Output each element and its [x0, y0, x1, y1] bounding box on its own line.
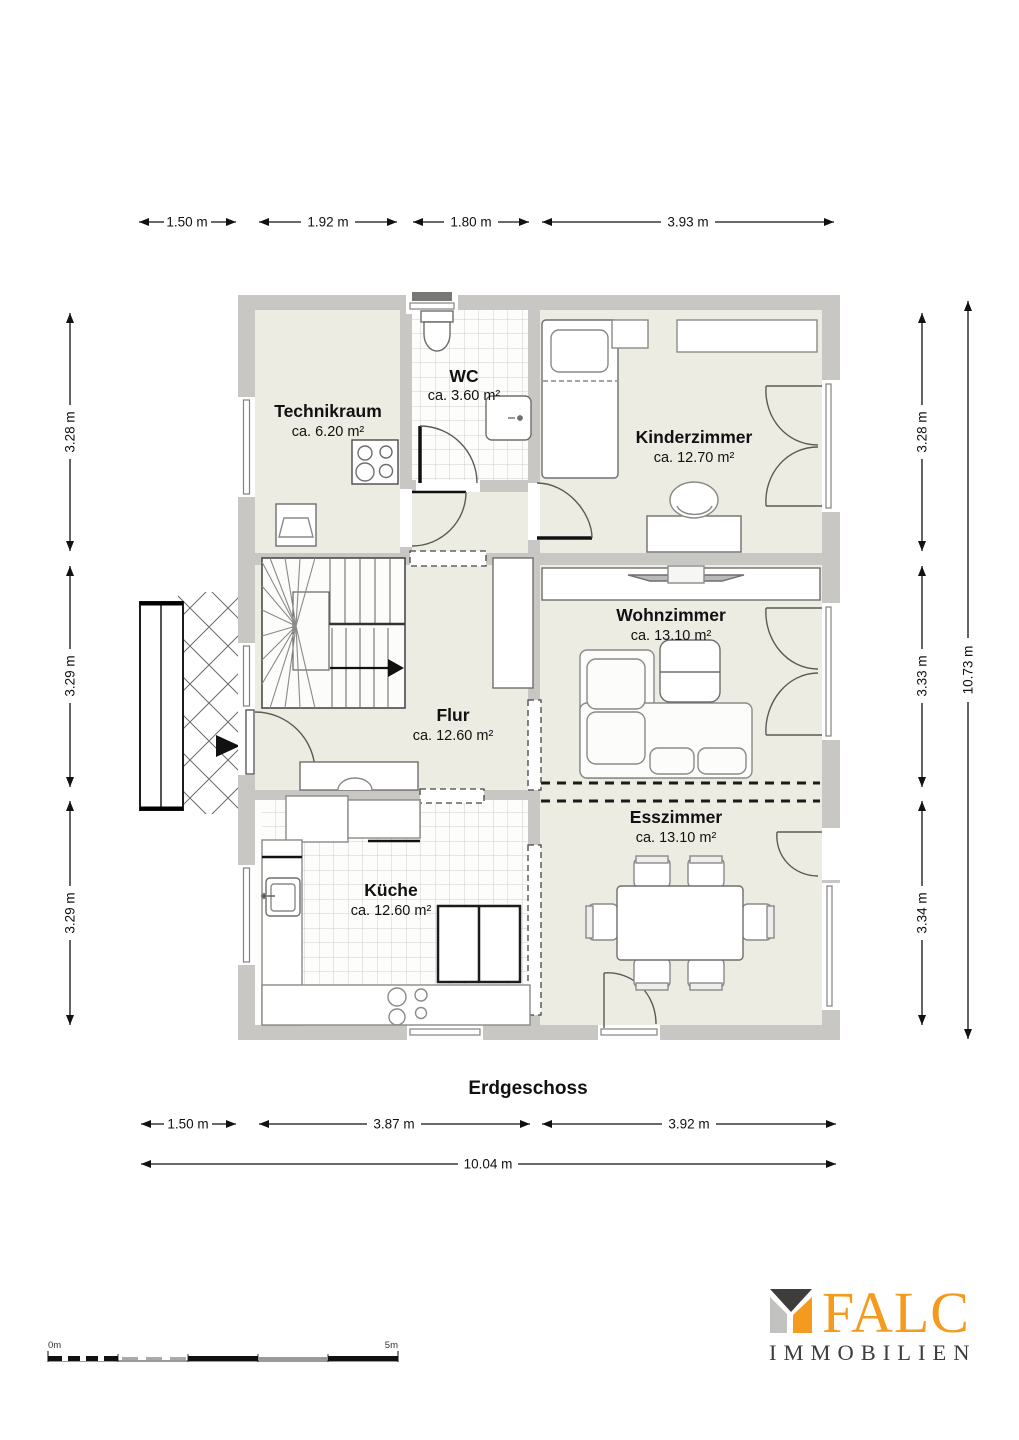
coffee-table [660, 640, 720, 702]
kinderzimmer-frenchdoor-frame [826, 384, 831, 508]
logo-subtitle: IMMOBILIEN [769, 1340, 977, 1365]
terrace-door-frame [601, 1029, 657, 1035]
passage-flur-esszimmer [528, 700, 541, 790]
dim-right-total: 10.73 m [960, 645, 976, 695]
room-name: Wohnzimmer [616, 605, 726, 625]
chair-back [690, 983, 722, 990]
dim-left-2: 3.29 m [62, 655, 78, 697]
porch [140, 592, 240, 814]
nightstand [612, 320, 648, 348]
entrance-sidelight [244, 646, 250, 706]
dim-bottom-2: 3.87 m [373, 1116, 415, 1132]
sofa-cushion [698, 748, 746, 774]
chair-back [586, 906, 593, 938]
dim-top-2: 1.92 m [307, 214, 349, 230]
wohnzimmer-frenchdoor-frame [826, 607, 831, 736]
dining-table [617, 886, 743, 960]
wc-door-opening [416, 480, 480, 492]
sofa-cushion [650, 748, 694, 774]
technikraum-window-glass [244, 400, 250, 494]
wc-window-shutter [412, 292, 452, 301]
toilet-tank [421, 311, 453, 322]
floor-title: Erdgeschoss [468, 1078, 588, 1099]
dim-top-1: 1.50 m [166, 214, 208, 230]
dim-right-1: 3.28 m [914, 411, 930, 453]
wc-window-glass [410, 303, 454, 309]
room-name: Esszimmer [629, 807, 723, 827]
toilet-icon [424, 322, 450, 351]
technikraum-door-opening [400, 489, 412, 547]
dim-bottom-3: 3.92 m [668, 1116, 710, 1132]
sofa-cushion [587, 712, 645, 764]
staircase-outline [262, 558, 405, 708]
room-area: ca. 12.60 m² [350, 903, 432, 919]
room-area: ca. 13.10 m² [630, 628, 712, 644]
tv-mount [668, 566, 704, 583]
pillow [551, 330, 608, 372]
scale-bar [48, 1340, 398, 1362]
chair-back [690, 856, 722, 863]
chair-back [636, 856, 668, 863]
dim-right-2: 3.33 m [914, 655, 930, 697]
entrance-door-leaf [246, 710, 254, 774]
room-area: ca. 3.60 m² [427, 388, 501, 404]
porch-lattice-pattern [178, 592, 238, 814]
scale-end-label: 5m [384, 1340, 398, 1351]
sofa-cushion [587, 659, 645, 709]
kitchen-counter-bottom [262, 985, 530, 1025]
room-name: Kinderzimmer [635, 427, 753, 447]
kitchen-sink-basin [271, 884, 295, 911]
falc-logo [769, 1280, 976, 1365]
room-area: ca. 13.10 m² [635, 830, 717, 846]
desk [647, 516, 741, 552]
scale-start-label: 0m [48, 1340, 62, 1351]
room-name: Technikraum [274, 401, 382, 421]
logo-company-name: FALC [822, 1280, 970, 1345]
dim-top-4: 3.93 m [667, 214, 709, 230]
staircase [262, 558, 405, 708]
dim-right-3: 3.34 m [914, 892, 930, 934]
kinderzimmer-door-opening [528, 483, 540, 540]
dim-left-1: 3.28 m [62, 411, 78, 453]
esszimmer-door-opening [822, 828, 840, 880]
dim-bottom-1: 1.50 m [167, 1116, 209, 1132]
dim-left-3: 3.29 m [62, 892, 78, 934]
room-area: ca. 12.70 m² [653, 450, 735, 466]
room-name: Küche [364, 880, 418, 900]
kueche-window-left-glass [244, 868, 250, 962]
chair-back [636, 983, 668, 990]
desk-chair-icon [670, 482, 718, 518]
passage-vestibule-flur [410, 551, 486, 566]
kitchen-cabinet [286, 796, 348, 842]
kueche-window-bottom-glass [410, 1029, 480, 1035]
dim-bottom-total: 10.04 m [463, 1156, 513, 1172]
esszimmer-window-glass [827, 886, 832, 1006]
wardrobe [493, 558, 533, 688]
shelf [677, 320, 817, 352]
room-name: Flur [436, 705, 470, 725]
room-area: ca. 12.60 m² [412, 728, 494, 744]
kitchen-cabinet [348, 800, 420, 838]
room-name: WC [449, 366, 479, 386]
passage-flur-kueche [420, 789, 484, 803]
dim-top-3: 1.80 m [450, 214, 492, 230]
room-area: ca. 6.20 m² [291, 424, 365, 440]
chair-back [767, 906, 774, 938]
